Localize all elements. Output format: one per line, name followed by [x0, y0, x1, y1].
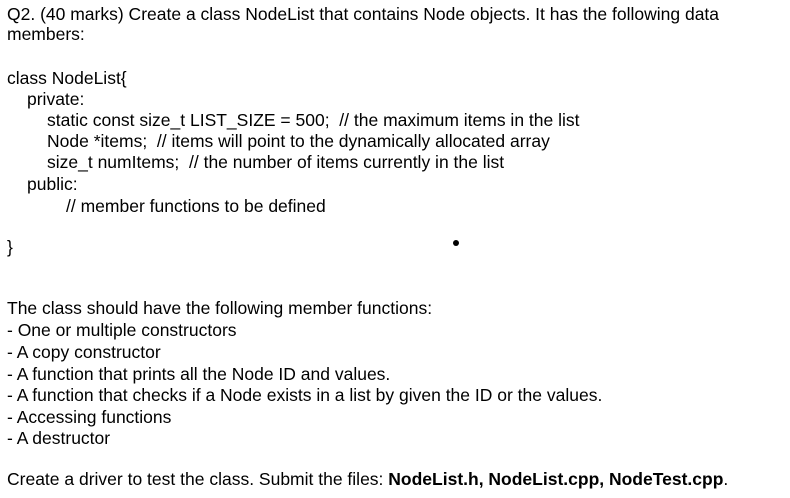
stray-dot [453, 240, 459, 246]
function-item: - Accessing functions [7, 407, 172, 427]
code-private: private: [27, 89, 85, 109]
code-member-items: Node *items; // items will point to the dynamically allocated array [47, 131, 550, 151]
question-line-2: members: [7, 24, 85, 44]
code-class-close: } [7, 237, 13, 257]
function-item: - A copy constructor [7, 342, 161, 362]
function-item: - One or multiple constructors [7, 320, 237, 340]
footer-files: NodeList.h, NodeList.cpp, NodeTest.cpp [388, 469, 724, 489]
code-member-numitems: size_t numItems; // the number of items currently in the list [47, 152, 505, 172]
question-line-1: Q2. (40 marks) Create a class NodeList that contains Node objects. It has the following data [7, 4, 720, 24]
code-member-list-size: static const size_t LIST_SIZE = 500; // the maximum items in the list [47, 110, 580, 130]
code-comment: // member functions to be defined [66, 196, 326, 216]
function-item: - A function that checks if a Node exists in a list by given the ID or the values. [7, 385, 603, 405]
footer-text: Create a driver to test the class. Submit the files: [7, 469, 389, 489]
code-class-open: class NodeList{ [7, 68, 127, 88]
functions-intro: The class should have the following member functions: [7, 298, 433, 318]
function-item: - A destructor [7, 428, 111, 448]
footer-end: . [723, 469, 729, 489]
function-item: - A function that prints all the Node ID and values. [7, 364, 391, 384]
code-public: public: [27, 174, 78, 194]
footer-instructions [7, 469, 728, 490]
